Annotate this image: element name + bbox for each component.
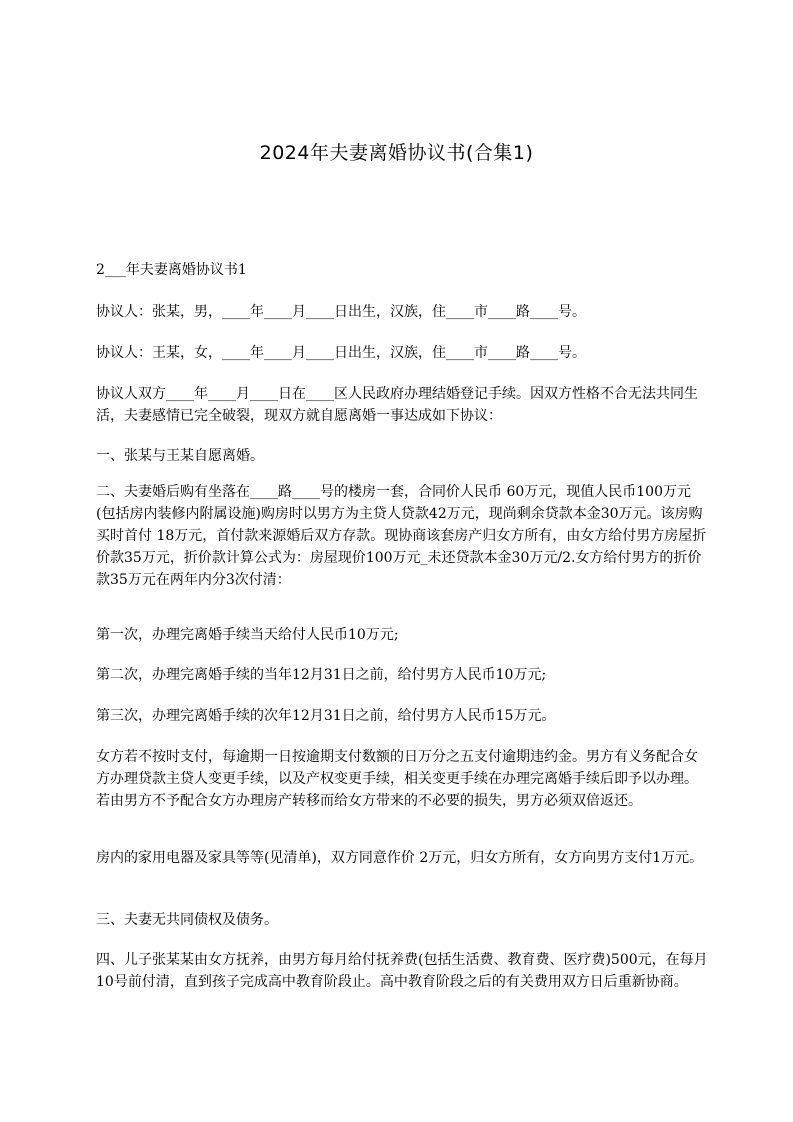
penalty-paragraph: 女方若不按时支付，每逾期一日按逾期支付数额的日万分之五支付逾期违约金。男方有义务配合女方办理贷款主贷人变更手续，以及产权变更手续，相关变更手续在办理完离婚手续后即予以办理。若由男方不予配合女方办理房产转移而给女方带来的不必要的损失，男方必须双倍返还。 [96, 749, 698, 809]
party-male: 协议人：张某，男，____年____月____日出生，汉族，住____市____路____号。 [96, 304, 586, 320]
clause-2: 二、夫妻婚后购有坐落在____路____号的楼房一套，合同价人民币 60万元，现值人民币100万元(包括房内装修内附属设施)购房时以男方为主贷人贷款42万元，现尚剩余贷款本金30万元。该房购买时首付 18万元，首付款来源婚后双方存款。现协商该套房产归女方所有，由女方给付男方房屋折价款35万元，折价款计算公式为：房屋现价100万元_未还贷款本金30万元/2.女方给付男方的折价款35万元在两年内分3次付清： [96, 484, 707, 588]
section-heading: 2___年夫妻离婚协议书1 [96, 262, 247, 278]
payment-2: 第二次，办理完离婚手续的当年12月31日之前，给付男方人民币10万元; [96, 667, 547, 683]
preamble-paragraph: 协议人双方____年____月____日在____区人民政府办理结婚登记手续。因双方性格不合无法共同生活，夫妻感情已完全破裂，现双方就自愿离婚一事达成如下协议： [96, 386, 698, 424]
clause-3: 三、夫妻无共同债权及债务。 [96, 912, 278, 928]
clause-1: 一、张某与王某自愿离婚。 [96, 448, 264, 464]
furniture-paragraph: 房内的家用电器及家具等等(见清单)，双方同意作价 2万元，归女方所有，女方向男方支付1万元。 [96, 850, 704, 866]
party-female: 协议人：王某，女，____年____月____日出生，汉族，住____市____路____号。 [96, 345, 586, 361]
document-title: 2024年夫妻离婚协议书(合集1) [259, 142, 534, 164]
payment-3: 第三次，办理完离婚手续的次年12月31日之前，给付男方人民币15万元。 [96, 708, 556, 724]
clause-4: 四、儿子张某某由女方抚养，由男方每月给付抚养费(包括生活费、教育费、医疗费)500元，在每月10号前付清，直到孩子完成高中教育阶段止。高中教育阶段之后的有关费用双方日后重新协商。 [96, 952, 708, 990]
payment-1: 第一次，办理完离婚手续当天给付人民币10万元; [96, 627, 399, 643]
